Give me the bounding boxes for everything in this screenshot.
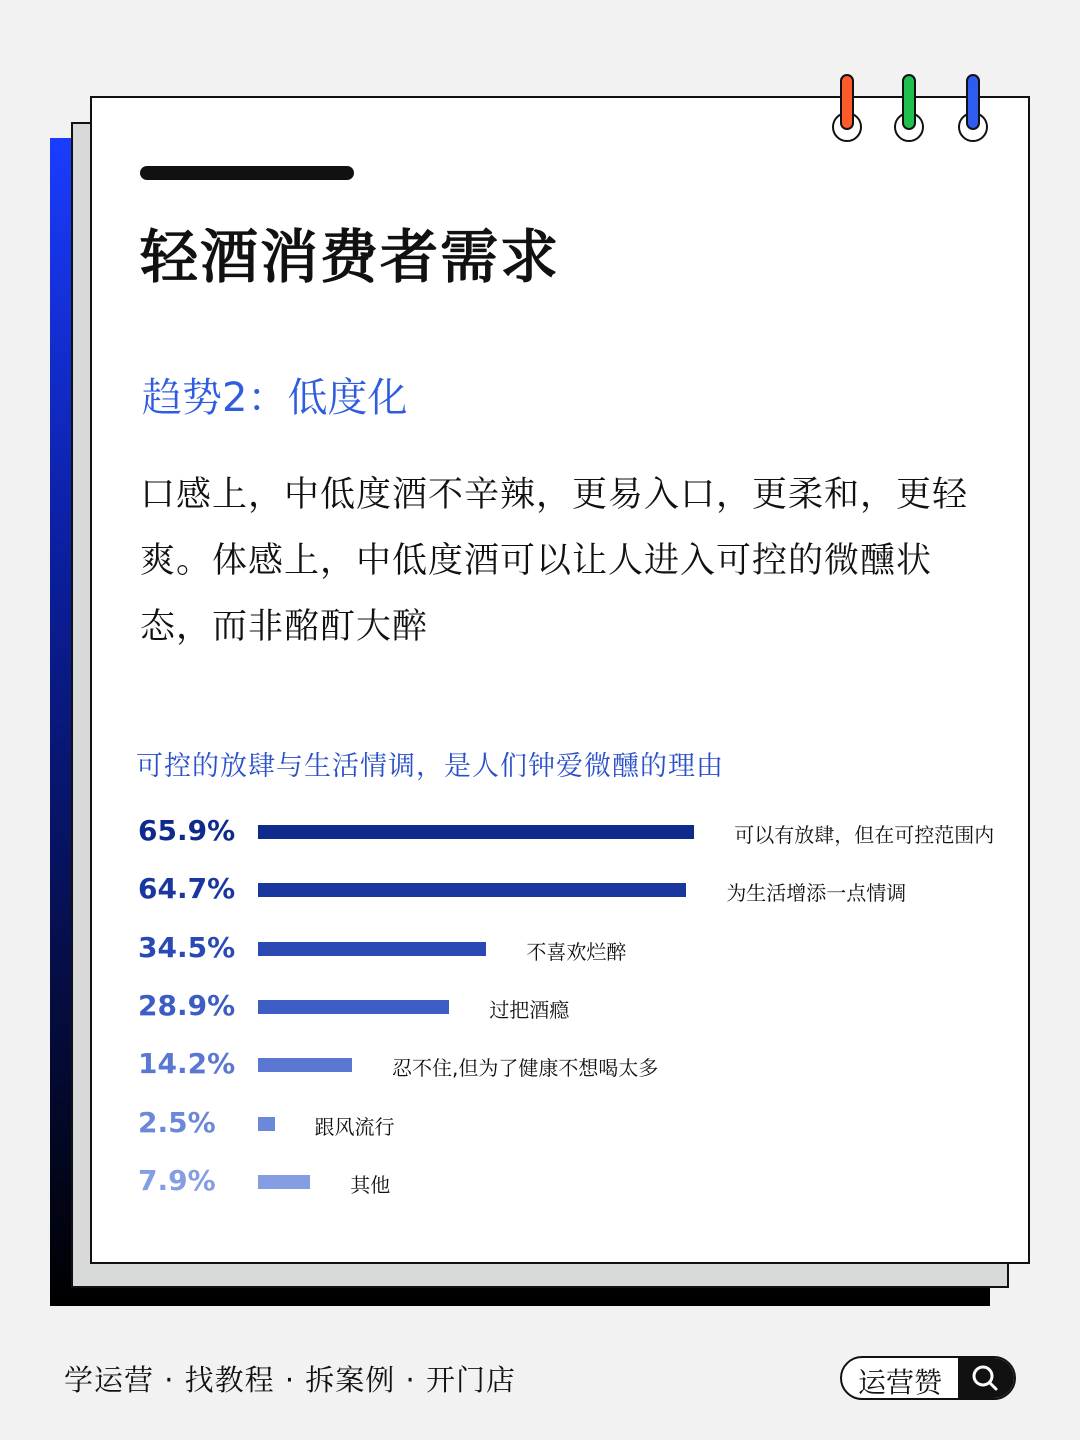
brand-search-pill[interactable] bbox=[840, 1356, 1016, 1400]
bar bbox=[258, 1175, 310, 1189]
bar-category-label: 为生活增添一点情调 bbox=[726, 881, 907, 906]
bar-value-label: 28.9% bbox=[138, 988, 236, 1022]
binder-peg-orange bbox=[840, 74, 854, 130]
bar-category-label: 忍不住,但为了健康不想喝太多 bbox=[392, 1056, 659, 1081]
bar-value-label: 65.9% bbox=[138, 814, 236, 847]
body-paragraph: 口感上，中低度酒不辛辣，更易入口，更柔和，更轻爽。体感上，中低度酒可以让人进入可控的微醺状态，而非酩酊大醉 bbox=[140, 475, 969, 647]
search-icon[interactable] bbox=[958, 1358, 1014, 1398]
footer-tagline: 学运营 · 找教程 · 拆案例 · 开门店 bbox=[64, 1363, 516, 1397]
bar-value-label: 7.9% bbox=[138, 1163, 216, 1197]
bar-category-label: 其他 bbox=[350, 1172, 391, 1197]
bar bbox=[258, 825, 694, 839]
chart-title: 可控的放肆与生活情调，是人们钟爱微醺的理由 bbox=[136, 751, 724, 782]
bar-category-label: 可以有放肆，但在可控范围内 bbox=[734, 823, 995, 847]
bar-value-label: 34.5% bbox=[138, 930, 236, 964]
title-decoration-bar bbox=[140, 166, 354, 180]
bar bbox=[258, 1117, 275, 1131]
bar-category-label: 跟风流行 bbox=[314, 1114, 395, 1139]
bar-category-label: 不喜欢烂醉 bbox=[526, 939, 627, 964]
brand-name: 运营赞 bbox=[858, 1366, 943, 1399]
bar bbox=[258, 1058, 352, 1072]
bar bbox=[258, 1000, 449, 1014]
page-title: 轻酒消费者需求 bbox=[140, 223, 561, 291]
bar bbox=[258, 942, 486, 956]
bar bbox=[258, 883, 686, 897]
binder-peg-blue bbox=[966, 74, 980, 130]
binder-peg-green bbox=[902, 74, 916, 130]
bar-value-label: 64.7% bbox=[138, 872, 236, 906]
section-subtitle: 趋势2：低度化 bbox=[142, 375, 408, 421]
bar-value-label: 14.2% bbox=[138, 1047, 236, 1081]
bar-category-label: 过把酒瘾 bbox=[489, 997, 570, 1022]
bar-value-label: 2.5% bbox=[138, 1105, 216, 1139]
